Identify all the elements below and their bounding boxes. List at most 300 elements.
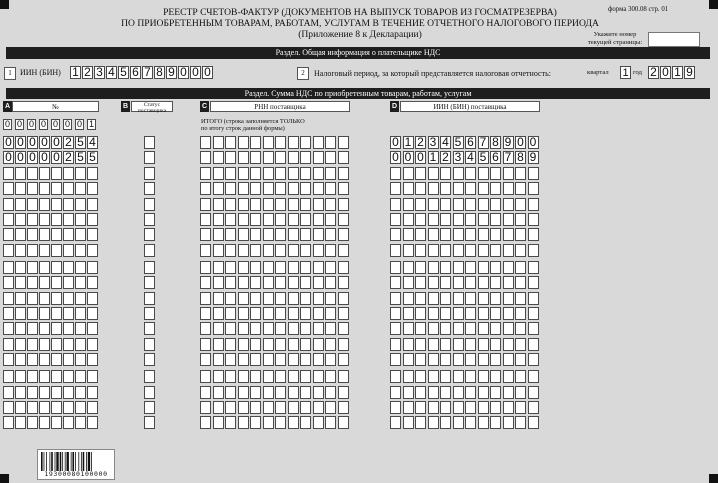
supplier-iin-cell[interactable] — [503, 292, 514, 305]
supplier-rnn-cell[interactable] — [200, 353, 211, 366]
supplier-iin-cell[interactable] — [428, 353, 439, 366]
supplier-iin-cell[interactable] — [515, 276, 526, 289]
row-number-cell[interactable]: 0 — [27, 136, 38, 149]
supplier-iin-cell[interactable]: 6 — [490, 151, 501, 164]
supplier-iin-cell[interactable] — [528, 416, 539, 429]
supplier-rnn-cell[interactable] — [313, 228, 324, 241]
supplier-iin-cell[interactable] — [415, 213, 426, 226]
supplier-iin-cell[interactable] — [528, 307, 539, 320]
supplier-rnn-cell[interactable] — [338, 244, 349, 257]
supplier-iin-cell[interactable] — [428, 416, 439, 429]
supplier-rnn-cell[interactable] — [250, 198, 261, 211]
row-number-cell[interactable] — [39, 322, 50, 335]
supplier-iin-cell[interactable] — [465, 416, 476, 429]
supplier-rnn-cell[interactable] — [313, 136, 324, 149]
supplier-rnn-cell[interactable] — [275, 167, 286, 180]
supplier-rnn-cell[interactable] — [325, 292, 336, 305]
supplier-rnn-cell[interactable] — [263, 353, 274, 366]
supplier-rnn-cell[interactable] — [288, 416, 299, 429]
supplier-iin-cell[interactable] — [478, 353, 489, 366]
supplier-iin-cell[interactable] — [440, 338, 451, 351]
supplier-iin-cell[interactable] — [440, 182, 451, 195]
supplier-rnn-cell[interactable] — [288, 198, 299, 211]
supplier-rnn-cell[interactable] — [263, 307, 274, 320]
supplier-status-cell[interactable] — [144, 292, 155, 305]
supplier-rnn-cell[interactable] — [200, 244, 211, 257]
row-number-cell[interactable] — [87, 244, 98, 257]
supplier-iin-cell[interactable] — [453, 244, 464, 257]
supplier-rnn-cell[interactable] — [225, 401, 236, 414]
row-number-cell[interactable] — [75, 182, 86, 195]
supplier-rnn-cell[interactable] — [250, 322, 261, 335]
supplier-rnn-cell[interactable] — [275, 228, 286, 241]
supplier-rnn-cell[interactable] — [200, 307, 211, 320]
supplier-rnn-cell[interactable] — [288, 307, 299, 320]
supplier-iin-cell[interactable] — [478, 228, 489, 241]
supplier-rnn-cell[interactable] — [338, 198, 349, 211]
row-number-cell[interactable] — [51, 182, 62, 195]
iin-digit-cell[interactable]: 0 — [190, 66, 201, 79]
supplier-rnn-cell[interactable] — [250, 292, 261, 305]
row-number-cell[interactable] — [15, 401, 26, 414]
supplier-iin-cell[interactable] — [465, 386, 476, 399]
supplier-rnn-cell[interactable] — [275, 136, 286, 149]
supplier-iin-cell[interactable] — [403, 292, 414, 305]
supplier-iin-cell[interactable] — [478, 416, 489, 429]
supplier-iin-cell[interactable] — [415, 307, 426, 320]
row-number-cell[interactable]: 0 — [15, 136, 26, 149]
supplier-iin-cell[interactable]: 7 — [503, 151, 514, 164]
supplier-status-cell[interactable] — [144, 151, 155, 164]
row-number-cell[interactable] — [87, 338, 98, 351]
year-digit-cell[interactable]: 2 — [648, 66, 659, 79]
supplier-rnn-cell[interactable] — [200, 228, 211, 241]
supplier-iin-cell[interactable] — [490, 322, 501, 335]
supplier-rnn-cell[interactable] — [263, 261, 274, 274]
supplier-iin-cell[interactable]: 2 — [440, 151, 451, 164]
supplier-rnn-cell[interactable] — [275, 322, 286, 335]
supplier-iin-cell[interactable] — [490, 292, 501, 305]
supplier-rnn-cell[interactable] — [313, 167, 324, 180]
row-number-cell[interactable]: 5 — [87, 151, 98, 164]
supplier-iin-cell[interactable] — [415, 338, 426, 351]
supplier-rnn-cell[interactable] — [263, 322, 274, 335]
supplier-iin-cell[interactable] — [415, 244, 426, 257]
supplier-iin-cell[interactable] — [428, 292, 439, 305]
supplier-iin-cell[interactable] — [390, 261, 401, 274]
supplier-rnn-cell[interactable] — [213, 307, 224, 320]
supplier-rnn-cell[interactable] — [200, 198, 211, 211]
row-number-cell[interactable] — [3, 370, 14, 383]
supplier-iin-cell[interactable] — [528, 276, 539, 289]
supplier-iin-cell[interactable] — [515, 261, 526, 274]
supplier-iin-cell[interactable] — [515, 198, 526, 211]
row-number-cell[interactable] — [87, 276, 98, 289]
row-number-cell[interactable] — [87, 182, 98, 195]
quarter-input[interactable]: 1 — [620, 66, 631, 79]
row-number-cell[interactable] — [63, 198, 74, 211]
row-number-cell[interactable] — [27, 182, 38, 195]
supplier-iin-cell[interactable]: 5 — [478, 151, 489, 164]
supplier-rnn-cell[interactable] — [325, 198, 336, 211]
supplier-rnn-cell[interactable] — [250, 416, 261, 429]
supplier-iin-cell[interactable] — [428, 307, 439, 320]
supplier-rnn-cell[interactable] — [225, 353, 236, 366]
supplier-iin-cell[interactable] — [478, 261, 489, 274]
row-number-cell[interactable]: 0 — [3, 151, 14, 164]
supplier-iin-cell[interactable] — [403, 307, 414, 320]
row-number-cell[interactable] — [63, 401, 74, 414]
supplier-rnn-cell[interactable] — [200, 136, 211, 149]
supplier-rnn-cell[interactable] — [225, 292, 236, 305]
supplier-iin-cell[interactable] — [478, 370, 489, 383]
supplier-status-cell[interactable] — [144, 182, 155, 195]
iin-digit-cell[interactable]: 2 — [82, 66, 93, 79]
supplier-iin-cell[interactable] — [528, 338, 539, 351]
supplier-status-cell[interactable] — [144, 228, 155, 241]
supplier-rnn-cell[interactable] — [275, 370, 286, 383]
supplier-rnn-cell[interactable] — [200, 386, 211, 399]
supplier-iin-cell[interactable] — [440, 307, 451, 320]
supplier-rnn-cell[interactable] — [275, 416, 286, 429]
row-number-cell[interactable] — [39, 401, 50, 414]
supplier-rnn-cell[interactable] — [338, 386, 349, 399]
row-number-cell[interactable] — [3, 213, 14, 226]
supplier-rnn-cell[interactable] — [300, 338, 311, 351]
supplier-rnn-cell[interactable] — [213, 416, 224, 429]
supplier-iin-cell[interactable]: 4 — [440, 136, 451, 149]
row-number-cell[interactable] — [27, 338, 38, 351]
row-number-cell[interactable] — [63, 386, 74, 399]
row-number-cell[interactable]: 2 — [63, 151, 74, 164]
supplier-iin-cell[interactable] — [515, 182, 526, 195]
row-number-cell[interactable] — [39, 353, 50, 366]
supplier-iin-cell[interactable] — [428, 370, 439, 383]
supplier-iin-cell[interactable] — [453, 213, 464, 226]
supplier-rnn-cell[interactable] — [213, 198, 224, 211]
supplier-iin-cell[interactable]: 5 — [453, 136, 464, 149]
row-number-cell[interactable] — [39, 261, 50, 274]
row-number-cell[interactable] — [87, 322, 98, 335]
supplier-rnn-cell[interactable] — [313, 370, 324, 383]
supplier-iin-cell[interactable] — [465, 261, 476, 274]
supplier-iin-cell[interactable] — [528, 213, 539, 226]
supplier-iin-cell[interactable] — [428, 338, 439, 351]
row-number-cell[interactable] — [27, 386, 38, 399]
iin-digit-cell[interactable]: 3 — [94, 66, 105, 79]
supplier-rnn-cell[interactable] — [325, 244, 336, 257]
supplier-iin-cell[interactable] — [528, 261, 539, 274]
iin-digit-cell[interactable]: 5 — [118, 66, 129, 79]
iin-digit-cell[interactable]: 1 — [70, 66, 81, 79]
row-number-cell[interactable] — [27, 276, 38, 289]
supplier-iin-cell[interactable] — [453, 276, 464, 289]
supplier-rnn-cell[interactable] — [300, 401, 311, 414]
supplier-iin-cell[interactable] — [503, 353, 514, 366]
supplier-rnn-cell[interactable] — [238, 167, 249, 180]
row-number-cell[interactable] — [39, 182, 50, 195]
supplier-rnn-cell[interactable] — [313, 307, 324, 320]
supplier-rnn-cell[interactable] — [313, 244, 324, 257]
supplier-iin-cell[interactable] — [440, 167, 451, 180]
row-number-cell[interactable] — [63, 276, 74, 289]
supplier-rnn-cell[interactable] — [213, 401, 224, 414]
supplier-iin-cell[interactable]: 1 — [428, 151, 439, 164]
row-number-cell[interactable] — [87, 167, 98, 180]
supplier-rnn-cell[interactable] — [263, 386, 274, 399]
supplier-rnn-cell[interactable] — [213, 338, 224, 351]
row-number-cell[interactable] — [87, 261, 98, 274]
supplier-iin-cell[interactable]: 2 — [415, 136, 426, 149]
supplier-iin-cell[interactable] — [440, 370, 451, 383]
row-number-cell[interactable] — [51, 307, 62, 320]
supplier-rnn-cell[interactable] — [238, 213, 249, 226]
supplier-iin-cell[interactable]: 3 — [453, 151, 464, 164]
row-number-cell[interactable] — [51, 416, 62, 429]
supplier-iin-cell[interactable] — [478, 401, 489, 414]
supplier-rnn-cell[interactable] — [250, 276, 261, 289]
supplier-iin-cell[interactable] — [390, 370, 401, 383]
row-number-cell[interactable] — [63, 322, 74, 335]
supplier-status-cell[interactable] — [144, 386, 155, 399]
row-number-cell[interactable] — [15, 182, 26, 195]
supplier-rnn-cell[interactable] — [300, 276, 311, 289]
supplier-iin-cell[interactable] — [403, 182, 414, 195]
supplier-iin-cell[interactable] — [503, 338, 514, 351]
supplier-iin-cell[interactable] — [465, 353, 476, 366]
supplier-rnn-cell[interactable] — [338, 370, 349, 383]
supplier-rnn-cell[interactable] — [238, 276, 249, 289]
supplier-iin-cell[interactable] — [515, 167, 526, 180]
supplier-rnn-cell[interactable] — [263, 198, 274, 211]
supplier-iin-cell[interactable] — [440, 276, 451, 289]
supplier-iin-cell[interactable] — [490, 244, 501, 257]
supplier-iin-cell[interactable] — [503, 386, 514, 399]
supplier-rnn-cell[interactable] — [300, 353, 311, 366]
supplier-iin-cell[interactable] — [415, 386, 426, 399]
row-number-cell[interactable] — [75, 401, 86, 414]
supplier-rnn-cell[interactable] — [238, 292, 249, 305]
supplier-rnn-cell[interactable] — [213, 322, 224, 335]
row-number-cell[interactable] — [27, 353, 38, 366]
supplier-iin-cell[interactable] — [390, 228, 401, 241]
supplier-iin-cell[interactable] — [465, 228, 476, 241]
supplier-rnn-cell[interactable] — [325, 353, 336, 366]
row-number-cell[interactable] — [75, 213, 86, 226]
supplier-iin-cell[interactable] — [515, 228, 526, 241]
row-number-cell[interactable]: 0 — [39, 151, 50, 164]
row-number-cell[interactable] — [75, 198, 86, 211]
supplier-rnn-cell[interactable] — [338, 416, 349, 429]
supplier-rnn-cell[interactable] — [263, 167, 274, 180]
supplier-iin-cell[interactable] — [390, 386, 401, 399]
supplier-iin-cell[interactable] — [515, 416, 526, 429]
supplier-iin-cell[interactable] — [390, 276, 401, 289]
supplier-iin-cell[interactable] — [453, 401, 464, 414]
supplier-rnn-cell[interactable] — [225, 228, 236, 241]
supplier-iin-cell[interactable] — [390, 338, 401, 351]
row-number-cell[interactable] — [87, 416, 98, 429]
supplier-rnn-cell[interactable] — [250, 261, 261, 274]
supplier-iin-cell[interactable] — [478, 307, 489, 320]
supplier-rnn-cell[interactable] — [200, 261, 211, 274]
supplier-iin-cell[interactable] — [528, 386, 539, 399]
supplier-rnn-cell[interactable] — [225, 307, 236, 320]
supplier-rnn-cell[interactable] — [213, 213, 224, 226]
supplier-rnn-cell[interactable] — [288, 151, 299, 164]
row-number-cell[interactable] — [87, 307, 98, 320]
supplier-rnn-cell[interactable] — [288, 338, 299, 351]
supplier-iin-cell[interactable] — [453, 228, 464, 241]
supplier-rnn-cell[interactable] — [250, 136, 261, 149]
supplier-rnn-cell[interactable] — [238, 198, 249, 211]
supplier-rnn-cell[interactable] — [238, 338, 249, 351]
supplier-iin-cell[interactable] — [415, 416, 426, 429]
supplier-iin-cell[interactable] — [515, 322, 526, 335]
supplier-status-cell[interactable] — [144, 261, 155, 274]
row-number-cell[interactable]: 0 — [15, 151, 26, 164]
row-number-cell[interactable] — [51, 261, 62, 274]
row-number-cell[interactable] — [51, 244, 62, 257]
row-number-cell[interactable] — [63, 244, 74, 257]
supplier-rnn-cell[interactable] — [225, 182, 236, 195]
row-number-cell[interactable] — [75, 244, 86, 257]
supplier-rnn-cell[interactable] — [325, 370, 336, 383]
supplier-rnn-cell[interactable] — [300, 182, 311, 195]
row-number-cell[interactable] — [27, 322, 38, 335]
supplier-iin-cell[interactable] — [528, 370, 539, 383]
supplier-iin-cell[interactable] — [390, 182, 401, 195]
supplier-status-cell[interactable] — [144, 416, 155, 429]
supplier-rnn-cell[interactable] — [238, 182, 249, 195]
supplier-iin-cell[interactable] — [403, 276, 414, 289]
supplier-status-cell[interactable] — [144, 370, 155, 383]
supplier-rnn-cell[interactable] — [338, 228, 349, 241]
supplier-iin-cell[interactable] — [528, 353, 539, 366]
supplier-iin-cell[interactable] — [453, 386, 464, 399]
row-number-cell[interactable] — [75, 167, 86, 180]
supplier-iin-cell[interactable]: 0 — [515, 136, 526, 149]
supplier-rnn-cell[interactable] — [313, 198, 324, 211]
supplier-iin-cell[interactable] — [465, 292, 476, 305]
row-number-cell[interactable] — [51, 322, 62, 335]
row-number-cell[interactable] — [51, 401, 62, 414]
supplier-iin-cell[interactable] — [415, 276, 426, 289]
row-number-cell[interactable] — [39, 386, 50, 399]
supplier-rnn-cell[interactable] — [250, 182, 261, 195]
supplier-iin-cell[interactable] — [415, 198, 426, 211]
row-number-cell[interactable] — [87, 370, 98, 383]
row-number-cell[interactable] — [3, 307, 14, 320]
row-number-cell[interactable] — [63, 228, 74, 241]
supplier-status-cell[interactable] — [144, 198, 155, 211]
row-number-cell[interactable] — [27, 401, 38, 414]
supplier-rnn-cell[interactable] — [275, 151, 286, 164]
supplier-rnn-cell[interactable] — [263, 292, 274, 305]
supplier-rnn-cell[interactable] — [263, 338, 274, 351]
iin-digit-cell[interactable]: 6 — [130, 66, 141, 79]
supplier-iin-cell[interactable] — [390, 167, 401, 180]
supplier-iin-cell[interactable] — [515, 401, 526, 414]
supplier-rnn-cell[interactable] — [250, 338, 261, 351]
supplier-rnn-cell[interactable] — [263, 213, 274, 226]
row-number-cell[interactable] — [27, 292, 38, 305]
supplier-iin-cell[interactable] — [465, 370, 476, 383]
supplier-iin-cell[interactable] — [453, 182, 464, 195]
supplier-iin-cell[interactable]: 0 — [415, 151, 426, 164]
row-number-cell[interactable] — [3, 292, 14, 305]
supplier-rnn-cell[interactable] — [300, 386, 311, 399]
supplier-iin-cell[interactable] — [403, 386, 414, 399]
supplier-rnn-cell[interactable] — [288, 136, 299, 149]
row-number-cell[interactable]: 0 — [3, 136, 14, 149]
supplier-rnn-cell[interactable] — [225, 167, 236, 180]
supplier-rnn-cell[interactable] — [225, 261, 236, 274]
supplier-iin-cell[interactable]: 8 — [515, 151, 526, 164]
supplier-rnn-cell[interactable] — [238, 136, 249, 149]
supplier-rnn-cell[interactable] — [238, 353, 249, 366]
row-number-cell[interactable] — [51, 353, 62, 366]
supplier-iin-cell[interactable] — [503, 322, 514, 335]
supplier-rnn-cell[interactable] — [275, 276, 286, 289]
supplier-rnn-cell[interactable] — [338, 276, 349, 289]
supplier-rnn-cell[interactable] — [338, 338, 349, 351]
supplier-iin-cell[interactable] — [490, 416, 501, 429]
supplier-rnn-cell[interactable] — [225, 338, 236, 351]
row-number-cell[interactable] — [3, 244, 14, 257]
row-number-cell[interactable] — [15, 338, 26, 351]
supplier-rnn-cell[interactable] — [250, 353, 261, 366]
supplier-iin-cell[interactable] — [515, 370, 526, 383]
supplier-status-cell[interactable] — [144, 213, 155, 226]
supplier-rnn-cell[interactable] — [238, 244, 249, 257]
supplier-rnn-cell[interactable] — [275, 386, 286, 399]
supplier-rnn-cell[interactable] — [213, 151, 224, 164]
row-number-cell[interactable] — [27, 213, 38, 226]
row-number-cell[interactable] — [39, 416, 50, 429]
supplier-rnn-cell[interactable] — [250, 213, 261, 226]
row-number-cell[interactable] — [51, 198, 62, 211]
row-number-cell[interactable] — [39, 307, 50, 320]
supplier-rnn-cell[interactable] — [238, 151, 249, 164]
supplier-rnn-cell[interactable] — [288, 322, 299, 335]
supplier-rnn-cell[interactable] — [275, 292, 286, 305]
supplier-iin-cell[interactable] — [478, 213, 489, 226]
row-number-cell[interactable] — [27, 370, 38, 383]
supplier-rnn-cell[interactable] — [313, 353, 324, 366]
supplier-rnn-cell[interactable] — [213, 386, 224, 399]
supplier-iin-cell[interactable] — [403, 228, 414, 241]
supplier-iin-cell[interactable] — [528, 228, 539, 241]
supplier-rnn-cell[interactable] — [300, 322, 311, 335]
supplier-rnn-cell[interactable] — [325, 228, 336, 241]
supplier-rnn-cell[interactable] — [300, 292, 311, 305]
row-number-cell[interactable] — [3, 261, 14, 274]
supplier-iin-cell[interactable] — [440, 228, 451, 241]
row-number-cell[interactable] — [87, 353, 98, 366]
supplier-rnn-cell[interactable] — [300, 167, 311, 180]
supplier-rnn-cell[interactable] — [275, 401, 286, 414]
row-number-cell[interactable] — [75, 386, 86, 399]
supplier-rnn-cell[interactable] — [213, 167, 224, 180]
supplier-rnn-cell[interactable] — [313, 416, 324, 429]
row-number-cell[interactable] — [15, 167, 26, 180]
supplier-iin-cell[interactable] — [528, 322, 539, 335]
supplier-rnn-cell[interactable] — [325, 307, 336, 320]
supplier-iin-cell[interactable] — [490, 386, 501, 399]
supplier-status-cell[interactable] — [144, 353, 155, 366]
row-number-cell[interactable] — [51, 386, 62, 399]
